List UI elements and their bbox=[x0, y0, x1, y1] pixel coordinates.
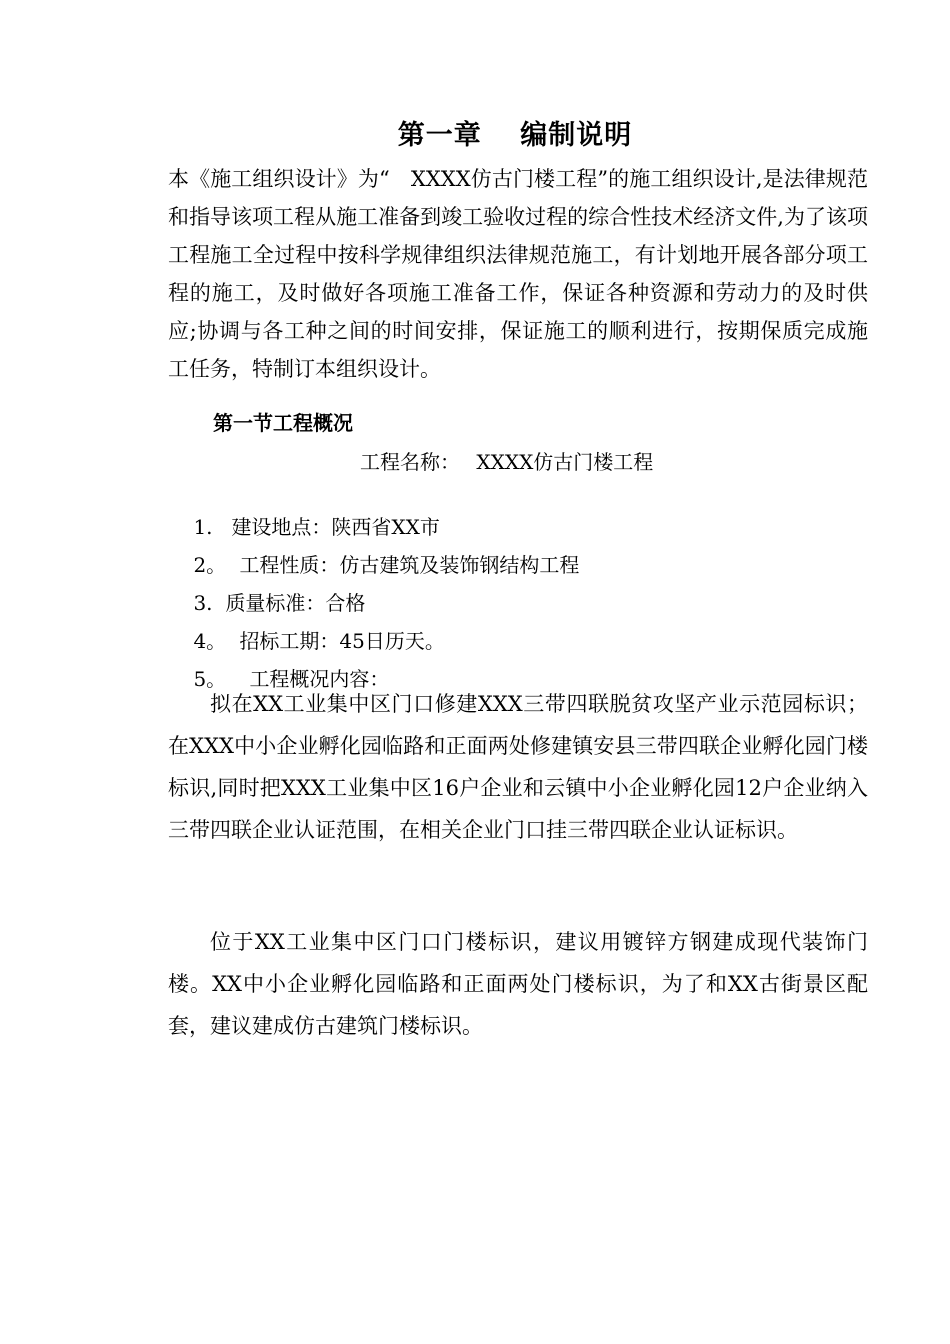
list-item-text: 工程概况内容： bbox=[249, 667, 390, 691]
list-item-number: 5。 bbox=[193, 667, 227, 691]
project-name-line: 工程名称： XXXX仿古门楼工程 bbox=[360, 450, 654, 474]
intro-paragraph: 本《施工组织设计》为“ XXXX仿古门楼工程”的施工组织设计,是法律规范和指导该项工程从施工准备到竣工验收过程的综合性技术经济文件,为了该项工程施工全过程中按科学规律组织法律规范施工，有计划地开展各部分项工程的施工，及时做好各项施工准备工作，保证各种资源和劳动力的及时供应;协调与各工种之间的时间安排，保证施工的顺利进行，按期保质完成施工任务，特制订本组织设计。 bbox=[168, 167, 868, 381]
list-item-text: 质量标准：合格 bbox=[225, 591, 366, 615]
body-paragraph: 拟在XX工业集中区门口修建XXX三带四联脱贫攻坚产业示范园标识；在XXX中小企业孵化园临路和正面两处修建镇安县三带四联企业孵化园门楼标识,同时把XXX工业集中区16户企业和云镇中小企业孵化园12户企业纳入三带四联企业认证范围，在相关企业门口挂三带四联企业认证标识。 bbox=[168, 692, 868, 842]
list-item-number: 1. bbox=[193, 515, 213, 539]
list-item-text: 建设地点：陕西省XX市 bbox=[231, 515, 440, 539]
body-paragraph: 位于XX工业集中区门口门楼标识，建议用镀锌方钢建成现代装饰门楼。XX中小企业孵化园临路和正面两处门楼标识，为了和XX古街景区配套，建议建成仿古建筑门楼标识。 bbox=[168, 930, 868, 1038]
section-title: 第一节工程概况 bbox=[213, 411, 353, 435]
list-item-text: 招标工期：45日历天。 bbox=[239, 629, 445, 653]
list-item-number: 3. bbox=[193, 591, 213, 615]
list-item-number: 2。 bbox=[193, 553, 227, 577]
chapter-title: 第一章 编制说明 bbox=[397, 120, 633, 151]
list-item-number: 4。 bbox=[193, 629, 227, 653]
list-item-text: 工程性质：仿古建筑及装饰钢结构工程 bbox=[239, 553, 580, 577]
